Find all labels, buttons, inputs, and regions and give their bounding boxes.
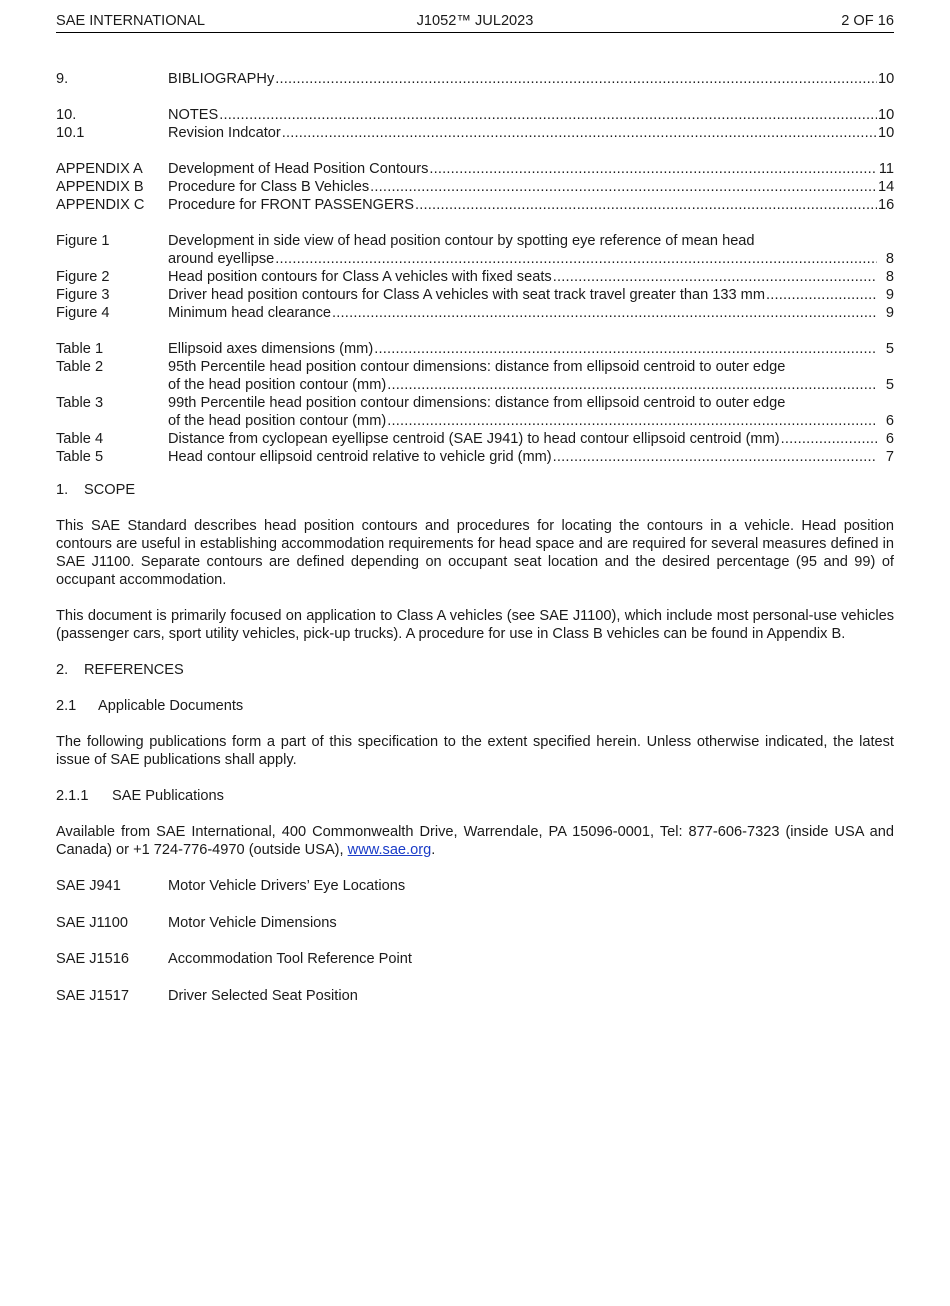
toc-entry-label: Table 4 [56, 431, 104, 447]
header-doc-number: J1052™ JUL2023 [416, 13, 534, 29]
toc-entry-label: 10.1 [56, 125, 85, 141]
toc-entry-label: APPENDIX C [56, 197, 145, 213]
toc-entry-line [168, 196, 894, 214]
toc-entry[interactable] [56, 232, 894, 268]
toc-entry-title: Head position contours for Class A vehicles with fixed seats [168, 269, 552, 285]
toc-entry[interactable] [56, 394, 894, 430]
reference-item [56, 877, 894, 895]
toc-entry-title: Procedure for Class B Vehicles [168, 179, 370, 195]
section-heading-scope: 1. SCOPE [56, 482, 136, 498]
toc-entry-title: NOTES [168, 107, 219, 123]
toc-entry-page: 6 [885, 413, 894, 429]
toc-entry[interactable] [56, 448, 894, 466]
scope-paragraph-2: This document is primarily focused on application to Class A vehicles (see SAE J1100), which include most personal-use vehicles (passenger cars, sport utility vehicles, pick-up trucks). A procedure for use in Class B vehicles can be found in Appendix B. [56, 608, 894, 642]
page-header [56, 10, 894, 33]
toc-entry-label: Figure 3 [56, 287, 110, 303]
reference-title: Motor Vehicle Dimensions [168, 914, 337, 931]
toc-entry[interactable] [56, 70, 894, 88]
toc-entry-line [168, 124, 894, 142]
toc-entry[interactable] [56, 340, 894, 358]
section-heading-references: 2. REFERENCES [56, 662, 184, 678]
toc-entry-line [168, 340, 894, 358]
toc-dot-leader [429, 160, 877, 178]
toc-entry-line [168, 268, 894, 286]
toc-dot-leader [275, 250, 877, 268]
toc-entry-label: Figure 1 [56, 233, 110, 249]
toc-entry-title: 95th Percentile head position contour dimensions: distance from ellipsoid centroid to outer edge [168, 359, 786, 375]
toc-entry-line [168, 106, 894, 124]
document-body [56, 481, 894, 1023]
toc-entry-page: 11 [878, 161, 894, 177]
toc-entry-body [168, 340, 894, 358]
toc-entry-line [168, 448, 894, 466]
toc-entry-body [168, 358, 894, 394]
toc-entry-body [168, 106, 894, 124]
toc-entry[interactable] [56, 286, 894, 304]
toc-entry-body [168, 394, 894, 430]
toc-entry-title: Development in side view of head position contour by spotting eye reference of mean head [168, 233, 755, 249]
toc-entry-label: 10. [56, 107, 77, 123]
toc-entry-title: 99th Percentile head position contour dimensions: distance from ellipsoid centroid to outer edge [168, 395, 786, 411]
sae-website-link[interactable]: www.sae.org [347, 842, 432, 858]
toc-entry-page: 5 [885, 341, 894, 357]
toc-entry-title: Driver head position contours for Class A vehicles with seat track travel greater than 133 mm [168, 287, 765, 303]
toc-entry-page: 8 [885, 269, 894, 285]
toc-entry-title: Development of Head Position Contours [168, 161, 429, 177]
reference-code: SAE J1516 [56, 951, 130, 967]
toc-entry-body [168, 232, 894, 268]
subsection-heading-applicable-documents: 2.1 Applicable Documents [56, 698, 244, 714]
toc-entry-line [168, 412, 894, 430]
toc-entry[interactable] [56, 106, 894, 124]
toc-entry-line [168, 304, 894, 322]
toc-entry-line [168, 250, 894, 268]
toc-entry-body [168, 448, 894, 466]
toc-entry-page: 9 [885, 305, 894, 321]
reference-item [56, 987, 894, 1005]
reference-code: SAE J1517 [56, 987, 130, 1004]
reference-item [56, 950, 894, 968]
toc-entry-body [168, 70, 894, 88]
toc-entry-body [168, 268, 894, 286]
header-page-number: 2 OF 16 [841, 13, 894, 29]
toc-entry-title: of the head position contour (mm) [168, 377, 387, 393]
toc-dot-leader [387, 376, 877, 394]
toc-entry[interactable] [56, 358, 894, 394]
toc-entry-title: Procedure for FRONT PASSENGERS [168, 197, 415, 213]
toc-entry-page: 9 [885, 287, 894, 303]
toc-entry-label: 9. [56, 71, 69, 87]
toc-entry-line [168, 430, 894, 448]
toc-entry-page: 10 [878, 125, 895, 141]
toc-entry[interactable] [56, 178, 894, 196]
toc-entry-page: 5 [885, 377, 894, 393]
toc-entry[interactable] [56, 304, 894, 322]
toc-entry-page: 14 [878, 179, 895, 195]
toc-entry-page: 7 [885, 449, 894, 465]
availability-paragraph: Available from SAE International, 400 Commonwealth Drive, Warrendale, PA 15096-0001, Tel: 877-606-7323 (inside USA and Canada) or +1 724-776-4970 (outside USA), www.sae.org. [56, 824, 894, 858]
toc-dot-leader [282, 124, 877, 142]
subsubsection-heading-sae-publications: 2.1.1 SAE Publications [56, 788, 224, 804]
toc-entry-page: 6 [885, 431, 894, 447]
toc-entry-label: Table 3 [56, 395, 104, 411]
reference-title: Motor Vehicle Drivers’ Eye Locations [168, 878, 406, 894]
toc-entry-title: Head contour ellipsoid centroid relative to vehicle grid (mm) [168, 449, 552, 465]
toc-entry-title: around eyellipse [168, 251, 275, 267]
toc-dot-leader [219, 106, 877, 124]
header-org: SAE INTERNATIONAL [56, 13, 205, 29]
toc-entry-label: Figure 4 [56, 305, 110, 321]
toc-entry-title: of the head position contour (mm) [168, 413, 387, 429]
toc-entry-line [168, 286, 894, 304]
toc-entry-title: Minimum head clearance [168, 305, 332, 321]
reference-title: Driver Selected Seat Position [168, 987, 358, 1004]
toc-dot-leader [374, 340, 877, 358]
toc-entry[interactable] [56, 196, 894, 214]
toc-dot-leader [766, 286, 877, 304]
toc-dot-leader [275, 70, 877, 88]
toc-entry[interactable] [56, 268, 894, 286]
toc-entry-page: 10 [878, 107, 895, 123]
table-of-contents [56, 70, 894, 466]
toc-entry-body [168, 304, 894, 322]
toc-entry-body [168, 160, 894, 178]
scope-paragraph-1: This SAE Standard describes head position contours and procedures for locating the contours in a vehicle. Head position contours are useful in establishing accommodation requirements for head space and are required for several measures defined in SAE J1100. Separate contours are defined depending on occupant seat location and the desired percentage (95 and 99) of occupant accommodation. [56, 518, 894, 588]
toc-entry-title: Ellipsoid axes dimensions (mm) [168, 341, 374, 357]
toc-entry-title: Distance from cyclopean eyellipse centroid (SAE J941) to head contour ellipsoid centroid (mm) [168, 431, 780, 447]
toc-entry-label: Table 2 [56, 359, 104, 375]
toc-dot-leader [332, 304, 877, 322]
toc-dot-leader [553, 268, 877, 286]
toc-entry-line [168, 70, 894, 88]
toc-dot-leader [781, 430, 877, 448]
toc-dot-leader [553, 448, 877, 466]
toc-entry-line [168, 376, 894, 394]
applicable-documents-paragraph: The following publications form a part of this specification to the extent specified herein. Unless otherwise indicated, the latest issue of SAE publications shall apply. [56, 734, 894, 768]
toc-entry-title: BIBLIOGRAPHy [168, 71, 275, 87]
reference-title: Accommodation Tool Reference Point [168, 951, 412, 967]
toc-entry-label: Table 5 [56, 449, 104, 465]
toc-entry-line [168, 178, 894, 196]
reference-item [56, 914, 894, 932]
toc-entry-label: Figure 2 [56, 269, 110, 285]
toc-entry-page: 10 [878, 71, 895, 87]
toc-dot-leader [415, 196, 877, 214]
toc-entry[interactable] [56, 160, 894, 178]
reference-code: SAE J941 [56, 878, 121, 894]
toc-entry-body [168, 178, 894, 196]
reference-code: SAE J1100 [56, 914, 128, 931]
toc-entry-title: Revision Indcator [168, 125, 281, 141]
toc-entry-page: 8 [885, 251, 894, 267]
toc-entry[interactable] [56, 430, 894, 448]
toc-entry-label: Table 1 [56, 341, 104, 357]
toc-entry-label: APPENDIX B [56, 179, 144, 195]
toc-entry-body [168, 124, 894, 142]
toc-entry-line [168, 160, 894, 178]
toc-entry[interactable] [56, 124, 894, 142]
toc-entry-body [168, 196, 894, 214]
reference-list [56, 877, 894, 1005]
toc-entry-label: APPENDIX A [56, 161, 143, 177]
toc-entry-body [168, 430, 894, 448]
toc-entry-page: 16 [878, 197, 895, 213]
toc-entry-body [168, 286, 894, 304]
toc-dot-leader [370, 178, 877, 196]
toc-dot-leader [387, 412, 877, 430]
